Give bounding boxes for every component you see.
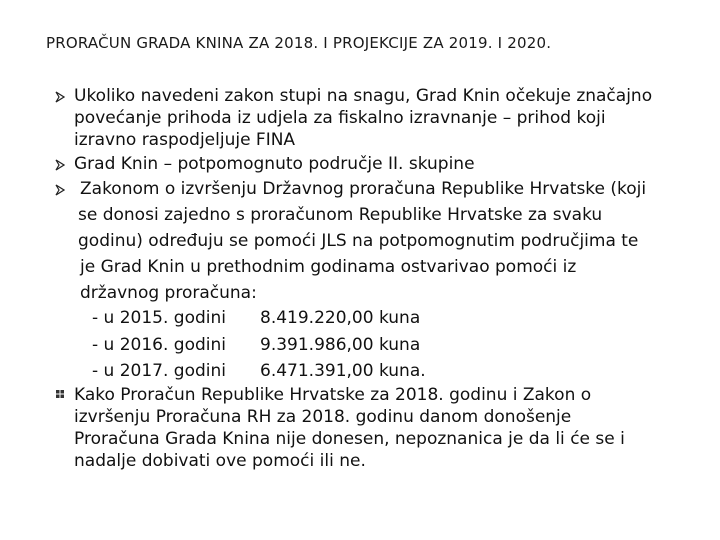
amount-value: 9.391.986,00 kuna bbox=[260, 335, 421, 355]
bullet-1-line-2: povećanje prihoda iz udjela za fiskalno izravnanje – prihod koji bbox=[74, 108, 606, 128]
arrow-bullet-icon bbox=[55, 159, 65, 171]
amount-year-label: - u 2016. godini bbox=[92, 335, 226, 355]
bullet-4-line-2: izvršenju Proračuna RH za 2018. godinu danom donošenje bbox=[74, 407, 572, 427]
page-title: PRORAČUN GRADA KNINA ZA 2018. I PROJEKCIJE ZA 2019. I 2020. bbox=[46, 34, 552, 52]
bullet-1-line-1: Ukoliko navedeni zakon stupi na snagu, Grad Knin očekuje značajno bbox=[74, 86, 653, 106]
amount-value: 6.471.391,00 kuna. bbox=[260, 361, 426, 381]
bullet-4-line-4: nadalje dobivati ove pomoći ili ne. bbox=[74, 451, 366, 471]
bullet-3-line-2: se donosi zajedno s proračunom Republike Hrvatske za svaku bbox=[78, 205, 603, 225]
amount-year-label: - u 2015. godini bbox=[92, 308, 226, 328]
amount-row-2016 bbox=[92, 333, 420, 357]
arrow-bullet-icon bbox=[55, 91, 65, 103]
amount-row-2017 bbox=[92, 359, 426, 383]
bullet-2-line-1: Grad Knin – potpomognuto područje II. skupine bbox=[74, 154, 475, 174]
amount-year-label: - u 2017. godini bbox=[92, 361, 226, 381]
square-bullet-icon bbox=[55, 389, 65, 401]
arrow-bullet-icon bbox=[55, 184, 65, 196]
bullet-3-line-1: Zakonom o izvršenju Državnog proračuna Republike Hrvatske (koji bbox=[80, 179, 647, 199]
bullet-4-line-3: Proračuna Grada Knina nije donesen, nepoznanica je da li će se i bbox=[74, 429, 625, 449]
amount-value: 8.419.220,00 kuna bbox=[260, 308, 421, 328]
bullet-3-line-3: godinu) određuju se pomoći JLS na potpomognutim područjima te bbox=[78, 231, 639, 251]
bullet-4-line-1: Kako Proračun Republike Hrvatske za 2018. godinu i Zakon o bbox=[74, 385, 592, 405]
bullet-3-line-4: je Grad Knin u prethodnim godinama ostvarivao pomoći iz bbox=[80, 257, 577, 277]
amount-row-2015 bbox=[92, 306, 420, 330]
bullet-3-line-5: državnog proračuna: bbox=[80, 283, 257, 303]
bullet-1-line-3: izravno raspodjeljuje FINA bbox=[74, 130, 296, 150]
